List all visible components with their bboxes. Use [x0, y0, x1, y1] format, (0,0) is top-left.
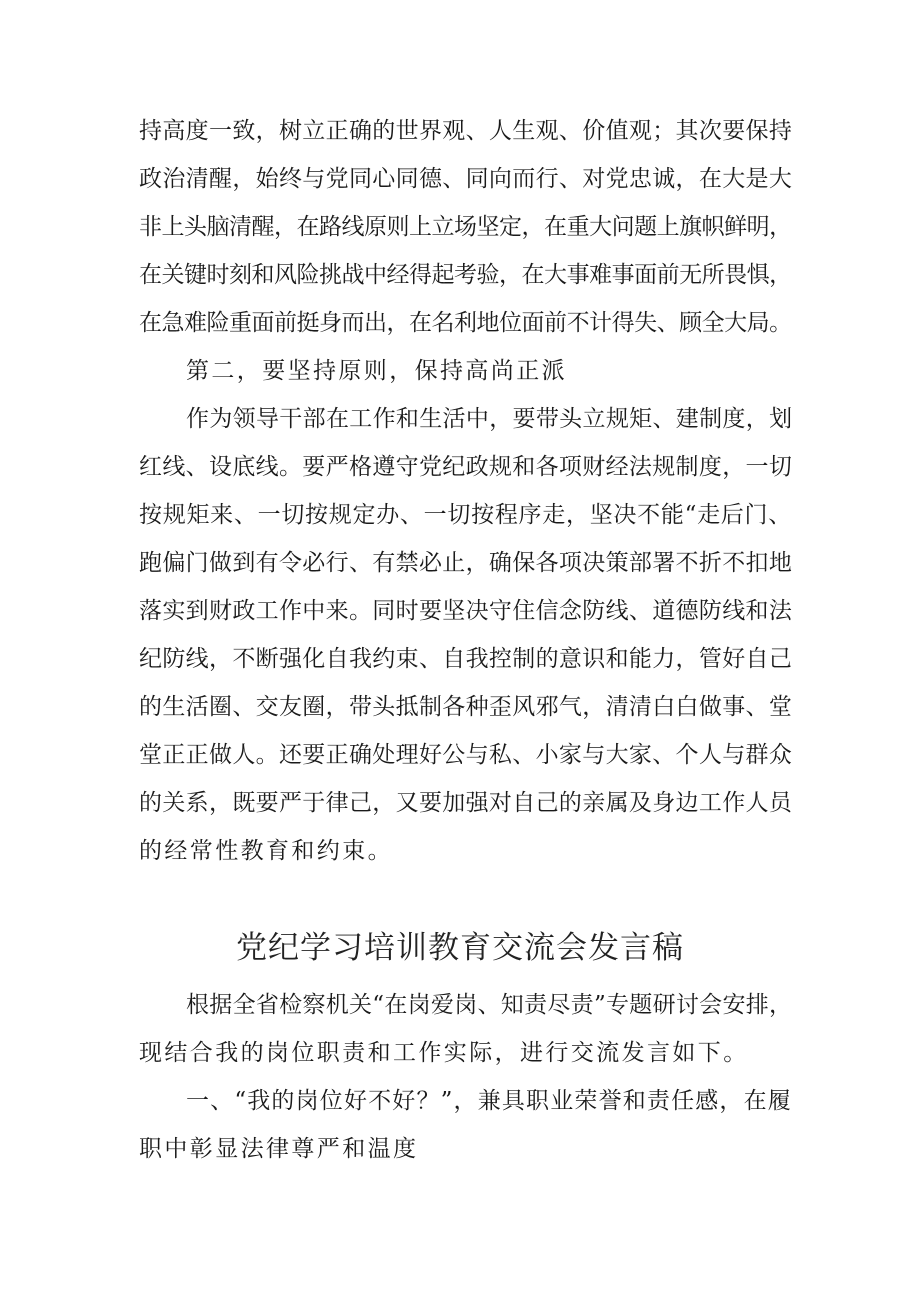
text-line: 作为领导干部在工作和生活中，要带头立规矩、建制度，划 [186, 406, 793, 432]
text-line: 在关键时刻和风险挑战中经得起考验，在大事难事面前无所畏惧， [139, 262, 792, 288]
document-title: 党纪学习培训教育交流会发言稿 [236, 930, 684, 966]
text-line: 红线、设底线。要严格遵守党纪政规和各项财经法规制度，一切 [139, 454, 793, 480]
text-line: 堂正正做人。还要正确处理好公与私、小家与大家、个人与群众 [139, 742, 793, 768]
text-line: 一、“我的岗位好不好？”，兼具职业荣誉和责任感，在履 [186, 1088, 792, 1114]
text-line: 根据全省检察机关“在岗爱岗、知责尽责”专题研讨会安排， [186, 992, 793, 1018]
text-line: 职中彰显法律尊严和温度 [139, 1136, 419, 1162]
text-line: 的生活圈、交友圈，带头抵制各种歪风邪气，清清白白做事、堂 [139, 694, 793, 720]
section-heading: 第二，要坚持原则，保持高尚正派 [186, 358, 567, 384]
text-line: 政治清醒，始终与党同心同德、同向而行、对党忠诚，在大是大 [139, 166, 793, 192]
text-line: 在急难险重面前挺身而出，在名利地位面前不计得失、顾全大局。 [139, 310, 792, 336]
text-line: 的关系，既要严于律己，又要加强对自己的亲属及身边工作人员 [139, 790, 793, 816]
text-line: 跑偏门做到有令必行、有禁必止，确保各项决策部署不折不扣地 [139, 550, 793, 576]
text-line: 按规矩来、一切按规定办、一切按程序走，坚决不能“走后门、 [139, 502, 792, 528]
text-line: 纪防线，不断强化自我约束、自我控制的意识和能力，管好自己 [139, 646, 793, 672]
text-line: 持高度一致，树立正确的世界观、人生观、价值观；其次要保持 [139, 118, 793, 144]
text-line: 现结合我的岗位职责和工作实际，进行交流发言如下。 [139, 1040, 749, 1066]
text-line: 落实到财政工作中来。同时要坚决守住信念防线、道德防线和法 [139, 598, 793, 624]
text-line: 的经常性教育和约束。 [139, 838, 393, 864]
text-line: 非上头脑清醒，在路线原则上立场坚定，在重大问题上旗帜鲜明， [139, 214, 792, 240]
